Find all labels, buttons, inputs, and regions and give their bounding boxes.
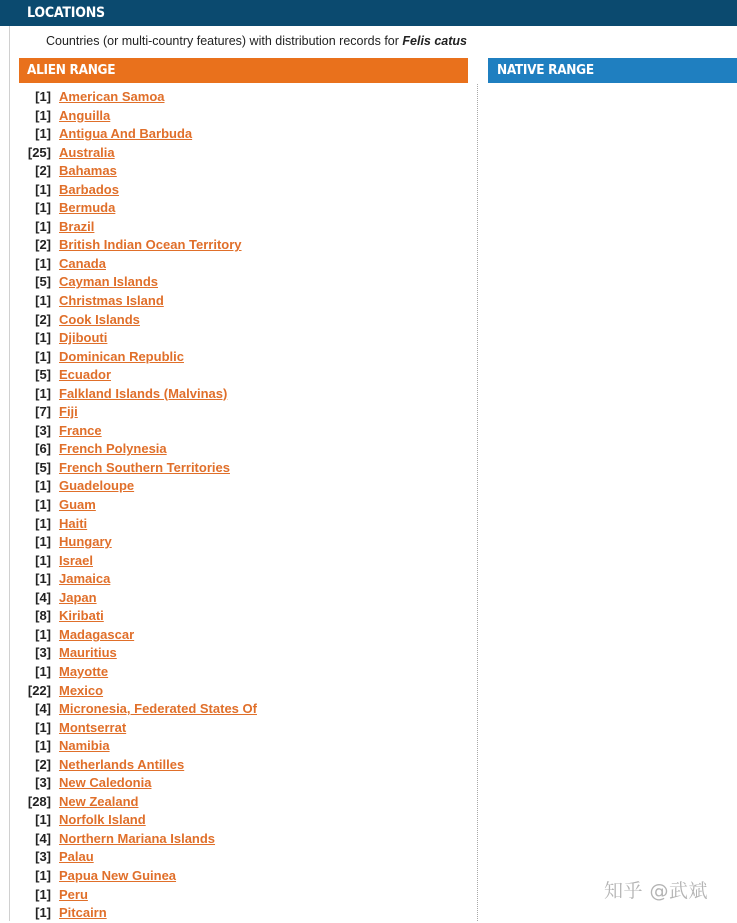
country-link[interactable]: Dominican Republic (59, 348, 184, 364)
record-count: [4] (35, 701, 51, 717)
country-link[interactable]: Mauritius (59, 645, 117, 661)
country-link[interactable]: French Polynesia (59, 441, 167, 457)
list-item (0, 663, 470, 682)
country-link[interactable]: Djibouti (59, 330, 108, 346)
country-link[interactable]: Pitcairn (59, 905, 107, 921)
record-count: [1] (35, 330, 51, 346)
record-count: [2] (35, 237, 51, 253)
record-count: [1] (35, 478, 51, 494)
record-count: [5] (35, 459, 51, 475)
country-link[interactable]: Northern Mariana Islands (59, 830, 216, 846)
record-count: [2] (35, 756, 51, 772)
list-item (0, 589, 470, 608)
country-link[interactable]: Namibia (59, 738, 110, 754)
record-count: [2] (35, 311, 51, 327)
column-divider (477, 84, 478, 921)
country-link[interactable]: American Samoa (59, 89, 165, 104)
country-link[interactable]: Anguilla (59, 107, 111, 123)
country-link[interactable]: Canada (59, 255, 106, 271)
list-item (0, 311, 470, 330)
list-item (0, 793, 470, 812)
record-count: [8] (35, 608, 51, 624)
record-count: [1] (35, 107, 51, 123)
record-count: [7] (35, 404, 51, 420)
list-item (0, 682, 470, 701)
country-link[interactable]: Israel (59, 552, 93, 568)
country-link[interactable]: Palau (59, 849, 94, 865)
list-item (0, 848, 470, 867)
list-item (0, 218, 470, 237)
country-link[interactable]: Jamaica (59, 571, 111, 587)
record-count: [3] (35, 849, 51, 865)
country-link[interactable]: Mexico (59, 682, 104, 698)
list-item (0, 533, 470, 552)
record-count: [1] (35, 812, 51, 828)
country-link[interactable]: Japan (59, 589, 97, 605)
record-count: [22] (27, 682, 51, 698)
record-count: [3] (35, 775, 51, 791)
record-count: [1] (35, 867, 51, 883)
record-count: [1] (35, 515, 51, 531)
list-item (0, 830, 470, 849)
record-count: [1] (35, 181, 51, 197)
record-count: [1] (35, 905, 51, 921)
country-link[interactable]: Australia (59, 144, 115, 160)
native-range-title: NATIVE RANGE (497, 62, 594, 78)
list-item (0, 904, 470, 923)
list-item (0, 886, 470, 905)
country-link[interactable]: Antigua And Barbuda (59, 126, 193, 142)
list-item (0, 626, 470, 645)
record-count: [1] (35, 663, 51, 679)
list-item (0, 107, 470, 126)
list-item (0, 125, 470, 144)
country-link[interactable]: New Caledonia (59, 775, 152, 791)
record-count: [25] (27, 144, 51, 160)
record-count: [1] (35, 738, 51, 754)
list-item (0, 644, 470, 663)
species-name: Felis catus (402, 34, 468, 48)
country-link[interactable]: Falkland Islands (Malvinas) (59, 385, 228, 401)
record-count: [1] (35, 886, 51, 902)
country-link[interactable]: Fiji (59, 404, 78, 420)
country-link[interactable]: Barbados (59, 181, 119, 197)
list-item (0, 273, 470, 292)
alien-range-title: ALIEN RANGE (27, 62, 116, 78)
list-item (0, 199, 470, 218)
list-item (0, 459, 470, 478)
list-item (0, 719, 470, 738)
country-link[interactable]: Madagascar (59, 626, 135, 642)
record-count: [1] (35, 497, 51, 513)
country-link[interactable]: Kiribati (59, 608, 104, 624)
watermark: 知乎 @武斌 (604, 880, 709, 902)
record-count: [4] (35, 589, 51, 605)
record-count: [2] (35, 163, 51, 179)
country-link[interactable]: British Indian Ocean Territory (59, 237, 242, 253)
record-count: [1] (35, 218, 51, 234)
country-link[interactable]: Netherlands Antilles (59, 756, 185, 772)
record-count: [5] (35, 274, 51, 290)
record-count: [1] (35, 571, 51, 587)
list-item (0, 515, 470, 534)
list-item (0, 774, 470, 793)
record-count: [6] (35, 441, 51, 457)
locations-title: LOCATIONS (27, 5, 105, 21)
country-link[interactable]: Haiti (59, 515, 88, 531)
record-count: [1] (35, 719, 51, 735)
country-link[interactable]: Brazil (59, 218, 95, 234)
record-count: [1] (35, 200, 51, 216)
country-link[interactable]: Bahamas (59, 163, 117, 179)
list-item (0, 737, 470, 756)
native-range-header (488, 58, 737, 83)
record-count: [1] (35, 293, 51, 309)
subtitle-text: Countries (or multi-country features) with distribution records for (46, 34, 403, 48)
list-item (0, 570, 470, 589)
country-link[interactable]: Hungary (59, 534, 112, 550)
country-link[interactable]: Peru (59, 886, 88, 902)
record-count: [4] (35, 830, 51, 846)
country-link[interactable]: Norfolk Island (59, 812, 146, 828)
country-link[interactable]: Mayotte (59, 663, 109, 679)
list-item (0, 144, 470, 163)
alien-range-list (0, 88, 470, 923)
list-item (0, 422, 470, 441)
list-item (0, 477, 470, 496)
country-link[interactable]: Montserrat (59, 719, 127, 735)
list-item (0, 867, 470, 886)
record-count: [1] (35, 255, 51, 271)
country-link[interactable]: Christmas Island (59, 293, 164, 309)
list-item (0, 607, 470, 626)
country-link[interactable]: France (59, 422, 102, 438)
list-item (0, 385, 470, 404)
list-item (0, 366, 470, 385)
list-item (0, 403, 470, 422)
country-link[interactable]: Cayman Islands (59, 274, 158, 290)
list-item (0, 236, 470, 255)
country-link[interactable]: Bermuda (59, 200, 116, 216)
list-item (0, 255, 470, 274)
record-count: [1] (35, 348, 51, 364)
alien-range-header (19, 58, 468, 83)
record-count: [28] (27, 793, 51, 809)
record-count: [1] (35, 385, 51, 401)
list-item (0, 756, 470, 775)
list-item (0, 496, 470, 515)
list-item (0, 700, 470, 719)
locations-header (0, 0, 737, 26)
list-item (0, 440, 470, 459)
list-item (0, 181, 470, 200)
locations-subtitle (46, 33, 467, 49)
record-count: [1] (35, 534, 51, 550)
record-count: [1] (35, 89, 51, 104)
country-link[interactable]: Guam (59, 497, 96, 513)
record-count: [1] (35, 126, 51, 142)
country-link[interactable]: Micronesia, Federated States Of (59, 701, 257, 717)
list-item (0, 292, 470, 311)
list-item (0, 552, 470, 571)
list-item (0, 811, 470, 830)
country-link[interactable]: French Southern Territories (59, 459, 230, 475)
country-link[interactable]: Ecuador (59, 367, 112, 383)
record-count: [3] (35, 422, 51, 438)
country-link[interactable]: Cook Islands (59, 311, 140, 327)
list-item (0, 88, 470, 107)
country-link[interactable]: New Zealand (59, 793, 139, 809)
list-item (0, 348, 470, 367)
record-count: [1] (35, 552, 51, 568)
list-item (0, 329, 470, 348)
record-count: [5] (35, 367, 51, 383)
list-item (0, 162, 470, 181)
record-count: [3] (35, 645, 51, 661)
country-link[interactable]: Papua New Guinea (59, 867, 177, 883)
country-link[interactable]: Guadeloupe (59, 478, 135, 494)
record-count: [1] (35, 626, 51, 642)
